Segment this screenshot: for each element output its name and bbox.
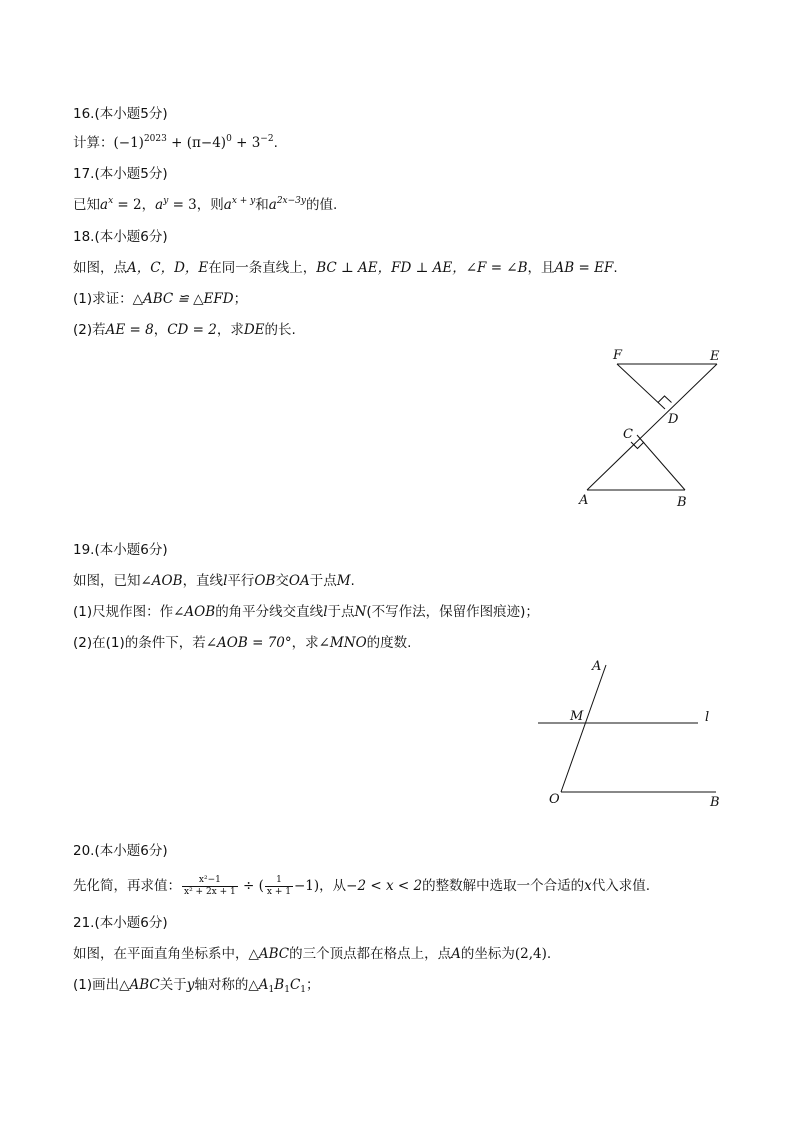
label-A: A — [592, 659, 602, 674]
q21-part1: (1)画出△ABC关于y轴对称的$\triangle A_1B_1C_1$； — [73, 977, 320, 995]
label-D: D — [668, 412, 679, 427]
q18-part1: (1)求证：△ABC ≌ △EFD； — [73, 291, 248, 307]
q19-statement: 如图，已知∠AOB，直线l平行OB交OA于点M. — [73, 573, 355, 589]
q19-figure — [530, 655, 730, 815]
q18-part2: (2)若AE = 8，CD = 2，求DE的长. — [73, 322, 296, 338]
label-B: B — [710, 795, 720, 810]
label-M: M — [570, 709, 584, 724]
q17-problem: 已知$a^x = 2$，$a^y = 3$，则$a^{x + y}$和$a^{2x-3y}$的值. — [73, 196, 338, 213]
right-angle-D — [658, 396, 672, 403]
line-AE — [587, 364, 717, 490]
label-B: B — [677, 495, 687, 510]
segment-CB — [637, 435, 685, 490]
fraction-2: $\frac{1}{x + 1}$ — [266, 874, 291, 897]
q21-header: 21.(本小题6分) — [73, 915, 168, 931]
q16-header: 16.(本小题5分) — [73, 106, 168, 122]
label-F: F — [613, 348, 623, 363]
label-O: O — [549, 792, 560, 807]
ray-OA — [561, 665, 606, 792]
q16-problem: 计算：$(-1)^{2023} + (\pi-4)^0 + 3^{-2}$. — [73, 134, 278, 151]
q18-statement: 如图，点A，C，D，E在同一条直线上，BC ⊥ AE，FD ⊥ AE，∠F = ∠B，且AB = EF. — [73, 260, 618, 276]
label-A: A — [579, 493, 589, 508]
q20-header: 20.(本小题6分) — [73, 843, 168, 859]
q17-header: 17.(本小题5分) — [73, 166, 168, 182]
q18-header: 18.(本小题6分) — [73, 229, 168, 245]
label-l: l — [705, 710, 710, 725]
q19-header: 19.(本小题6分) — [73, 542, 168, 558]
q19-part1: (1)尺规作图：作∠AOB的角平分线交直线l于点N(不写作法，保留作图痕迹)； — [73, 604, 539, 620]
fraction-1: $\frac{\text{x²−1}}{\text{x² + 2x + 1}}$ — [184, 874, 236, 897]
label-E: E — [710, 349, 720, 364]
q19-part2: (2)在(1)的条件下，若∠AOB = 70°，求∠MNO的度数. — [73, 635, 412, 651]
q18-figure — [570, 340, 740, 515]
label-C: C — [623, 427, 633, 442]
q20-problem: 先化简，再求值： $\frac{\text{x²−1}}{\text{x² + 2x + 1}}$ ÷ ( $\frac{1}{x + 1}$ −1)，从−2 < x < 2的整数解中选取一个合适的x代入求值. — [73, 874, 650, 897]
q21-statement: 如图，在平面直角坐标系中，△ABC的三个顶点都在格点上，点A的坐标为(2,4). — [73, 946, 552, 962]
